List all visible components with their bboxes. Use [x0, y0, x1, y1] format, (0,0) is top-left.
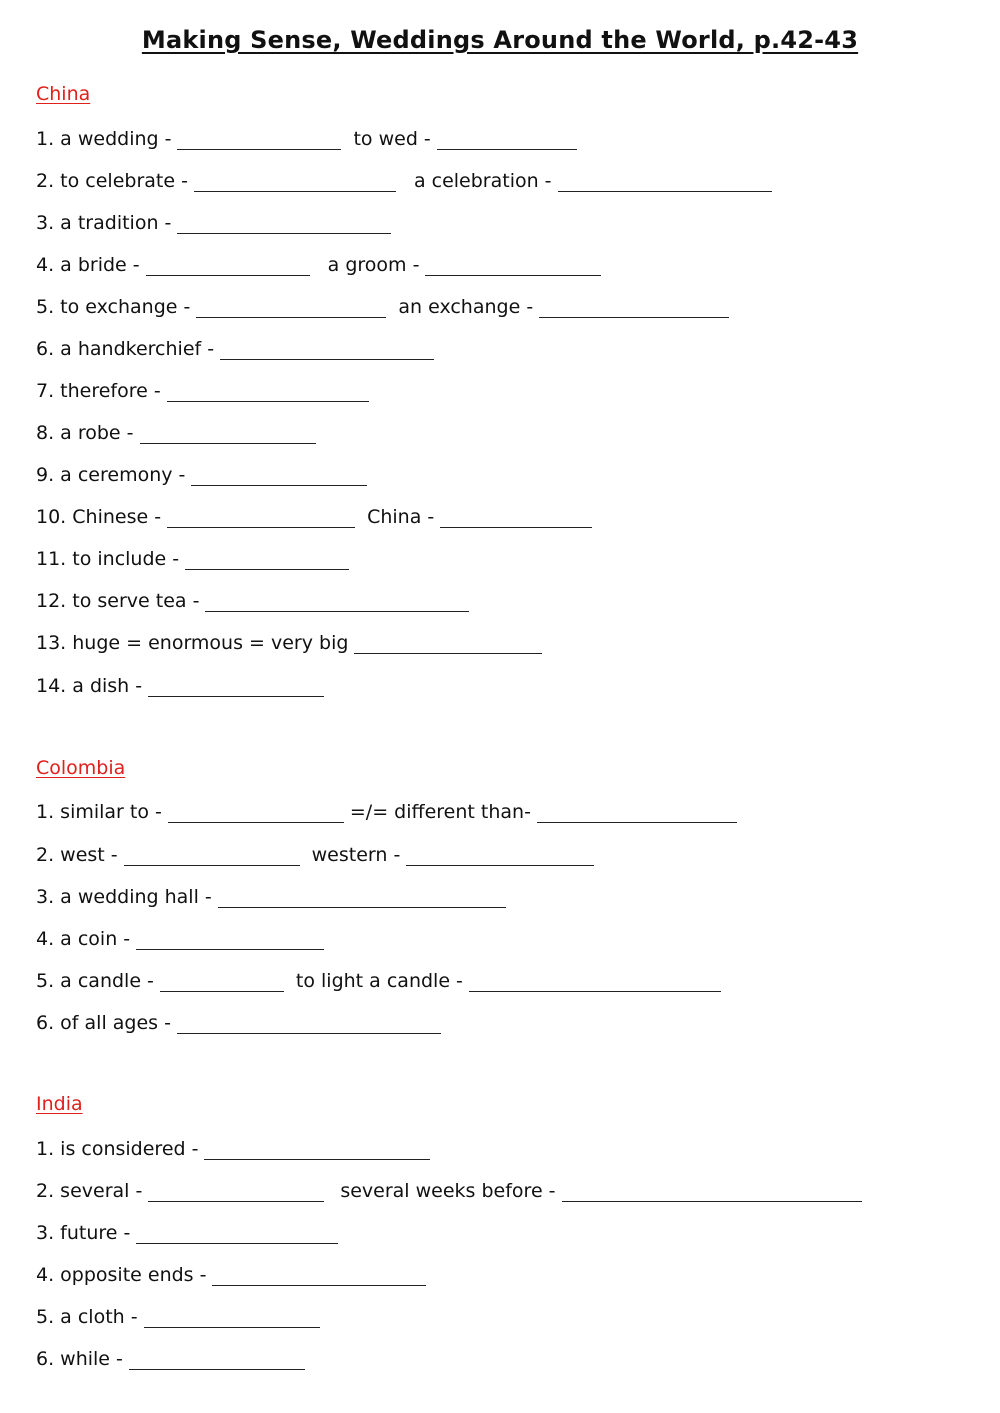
- answer-blank[interactable]: [177, 131, 341, 150]
- term-label: a groom -: [327, 254, 420, 276]
- list-item: [36, 544, 349, 570]
- term-label: 4. a bride -: [36, 254, 140, 276]
- list-item: [36, 250, 601, 276]
- answer-blank[interactable]: [537, 804, 737, 823]
- term-label: 5. to exchange -: [36, 296, 191, 318]
- term-label: 1. is considered -: [36, 1138, 199, 1160]
- answer-blank[interactable]: [196, 299, 386, 318]
- list-item: [36, 124, 577, 150]
- list-item: [36, 966, 721, 992]
- list-item: [36, 671, 324, 697]
- term-label: to wed -: [353, 128, 431, 150]
- list-item: [36, 418, 316, 444]
- answer-blank[interactable]: [160, 973, 284, 992]
- answer-blank[interactable]: [437, 131, 577, 150]
- list-item: [36, 882, 506, 908]
- term-label: 1. similar to -: [36, 801, 162, 823]
- term-label: 3. a tradition -: [36, 212, 172, 234]
- answer-blank[interactable]: [425, 257, 601, 276]
- term-label: an exchange -: [398, 296, 534, 318]
- term-label: several weeks before -: [340, 1180, 556, 1202]
- term-label: 6. while -: [36, 1348, 123, 1370]
- list-item: [36, 292, 729, 318]
- answer-blank[interactable]: [558, 173, 772, 192]
- term-label: 10. Chinese -: [36, 506, 162, 528]
- answer-blank[interactable]: [167, 383, 369, 402]
- term-label: 12. to serve tea -: [36, 590, 200, 612]
- answer-blank[interactable]: [194, 173, 396, 192]
- term-label: 4. a coin -: [36, 928, 131, 950]
- list-item: [36, 166, 772, 192]
- section-heading-china: China: [36, 83, 91, 105]
- term-label: 7. therefore -: [36, 380, 161, 402]
- answer-blank[interactable]: [218, 889, 506, 908]
- term-label: 6. a handkerchief -: [36, 338, 215, 360]
- list-item: [36, 1008, 441, 1034]
- list-item: [36, 586, 469, 612]
- answer-blank[interactable]: [185, 551, 349, 570]
- answer-blank[interactable]: [204, 1141, 430, 1160]
- list-item: [36, 1344, 305, 1370]
- answer-blank[interactable]: [129, 1351, 305, 1370]
- answer-blank[interactable]: [406, 847, 594, 866]
- answer-blank[interactable]: [148, 1183, 324, 1202]
- term-label: =/= different than-: [349, 801, 531, 823]
- answer-blank[interactable]: [168, 804, 344, 823]
- term-label: 3. a wedding hall -: [36, 886, 212, 908]
- section-heading-india: India: [36, 1093, 83, 1115]
- term-label: 6. of all ages -: [36, 1012, 171, 1034]
- term-label: a celebration -: [413, 170, 552, 192]
- answer-blank[interactable]: [562, 1183, 862, 1202]
- list-item: [36, 376, 369, 402]
- answer-blank[interactable]: [469, 973, 721, 992]
- term-label: 13. huge = enormous = very big: [36, 632, 349, 654]
- answer-blank[interactable]: [144, 1309, 320, 1328]
- term-label: 1. a wedding -: [36, 128, 172, 150]
- term-label: 5. a cloth -: [36, 1306, 138, 1328]
- answer-blank[interactable]: [220, 341, 434, 360]
- list-item: [36, 1176, 862, 1202]
- answer-blank[interactable]: [136, 1225, 338, 1244]
- term-label: 11. to include -: [36, 548, 180, 570]
- answer-blank[interactable]: [354, 635, 542, 654]
- answer-blank[interactable]: [136, 931, 324, 950]
- list-item: [36, 924, 324, 950]
- term-label: 2. to celebrate -: [36, 170, 188, 192]
- term-label: western -: [311, 844, 401, 866]
- list-item: [36, 1260, 426, 1286]
- term-label: 9. a ceremony -: [36, 464, 186, 486]
- answer-blank[interactable]: [212, 1267, 426, 1286]
- answer-blank[interactable]: [146, 257, 310, 276]
- list-item: [36, 628, 542, 654]
- answer-blank[interactable]: [140, 425, 316, 444]
- term-label: 2. several -: [36, 1180, 143, 1202]
- answer-blank[interactable]: [177, 215, 391, 234]
- answer-blank[interactable]: [167, 509, 355, 528]
- term-label: 5. a candle -: [36, 970, 154, 992]
- answer-blank[interactable]: [440, 509, 592, 528]
- list-item: [36, 840, 594, 866]
- answer-blank[interactable]: [205, 593, 469, 612]
- term-label: 14. a dish -: [36, 675, 143, 697]
- term-label: 4. opposite ends -: [36, 1264, 207, 1286]
- list-item: [36, 208, 391, 234]
- answer-blank[interactable]: [124, 847, 300, 866]
- list-item: [36, 334, 434, 360]
- list-item: [36, 502, 592, 528]
- term-label: 8. a robe -: [36, 422, 134, 444]
- term-label: China -: [367, 506, 435, 528]
- list-item: [36, 1134, 430, 1160]
- list-item: [36, 460, 367, 486]
- page-title: Making Sense, Weddings Around the World, p.42-43: [141, 26, 859, 54]
- answer-blank[interactable]: [191, 467, 367, 486]
- answer-blank[interactable]: [539, 299, 729, 318]
- list-item: [36, 1302, 320, 1328]
- list-item: [36, 797, 737, 823]
- term-label: 2. west -: [36, 844, 118, 866]
- term-label: to light a candle -: [295, 970, 463, 992]
- answer-blank[interactable]: [177, 1015, 441, 1034]
- term-label: 3. future -: [36, 1222, 131, 1244]
- list-item: [36, 1218, 338, 1244]
- section-heading-colombia: Colombia: [36, 757, 126, 779]
- answer-blank[interactable]: [148, 678, 324, 697]
